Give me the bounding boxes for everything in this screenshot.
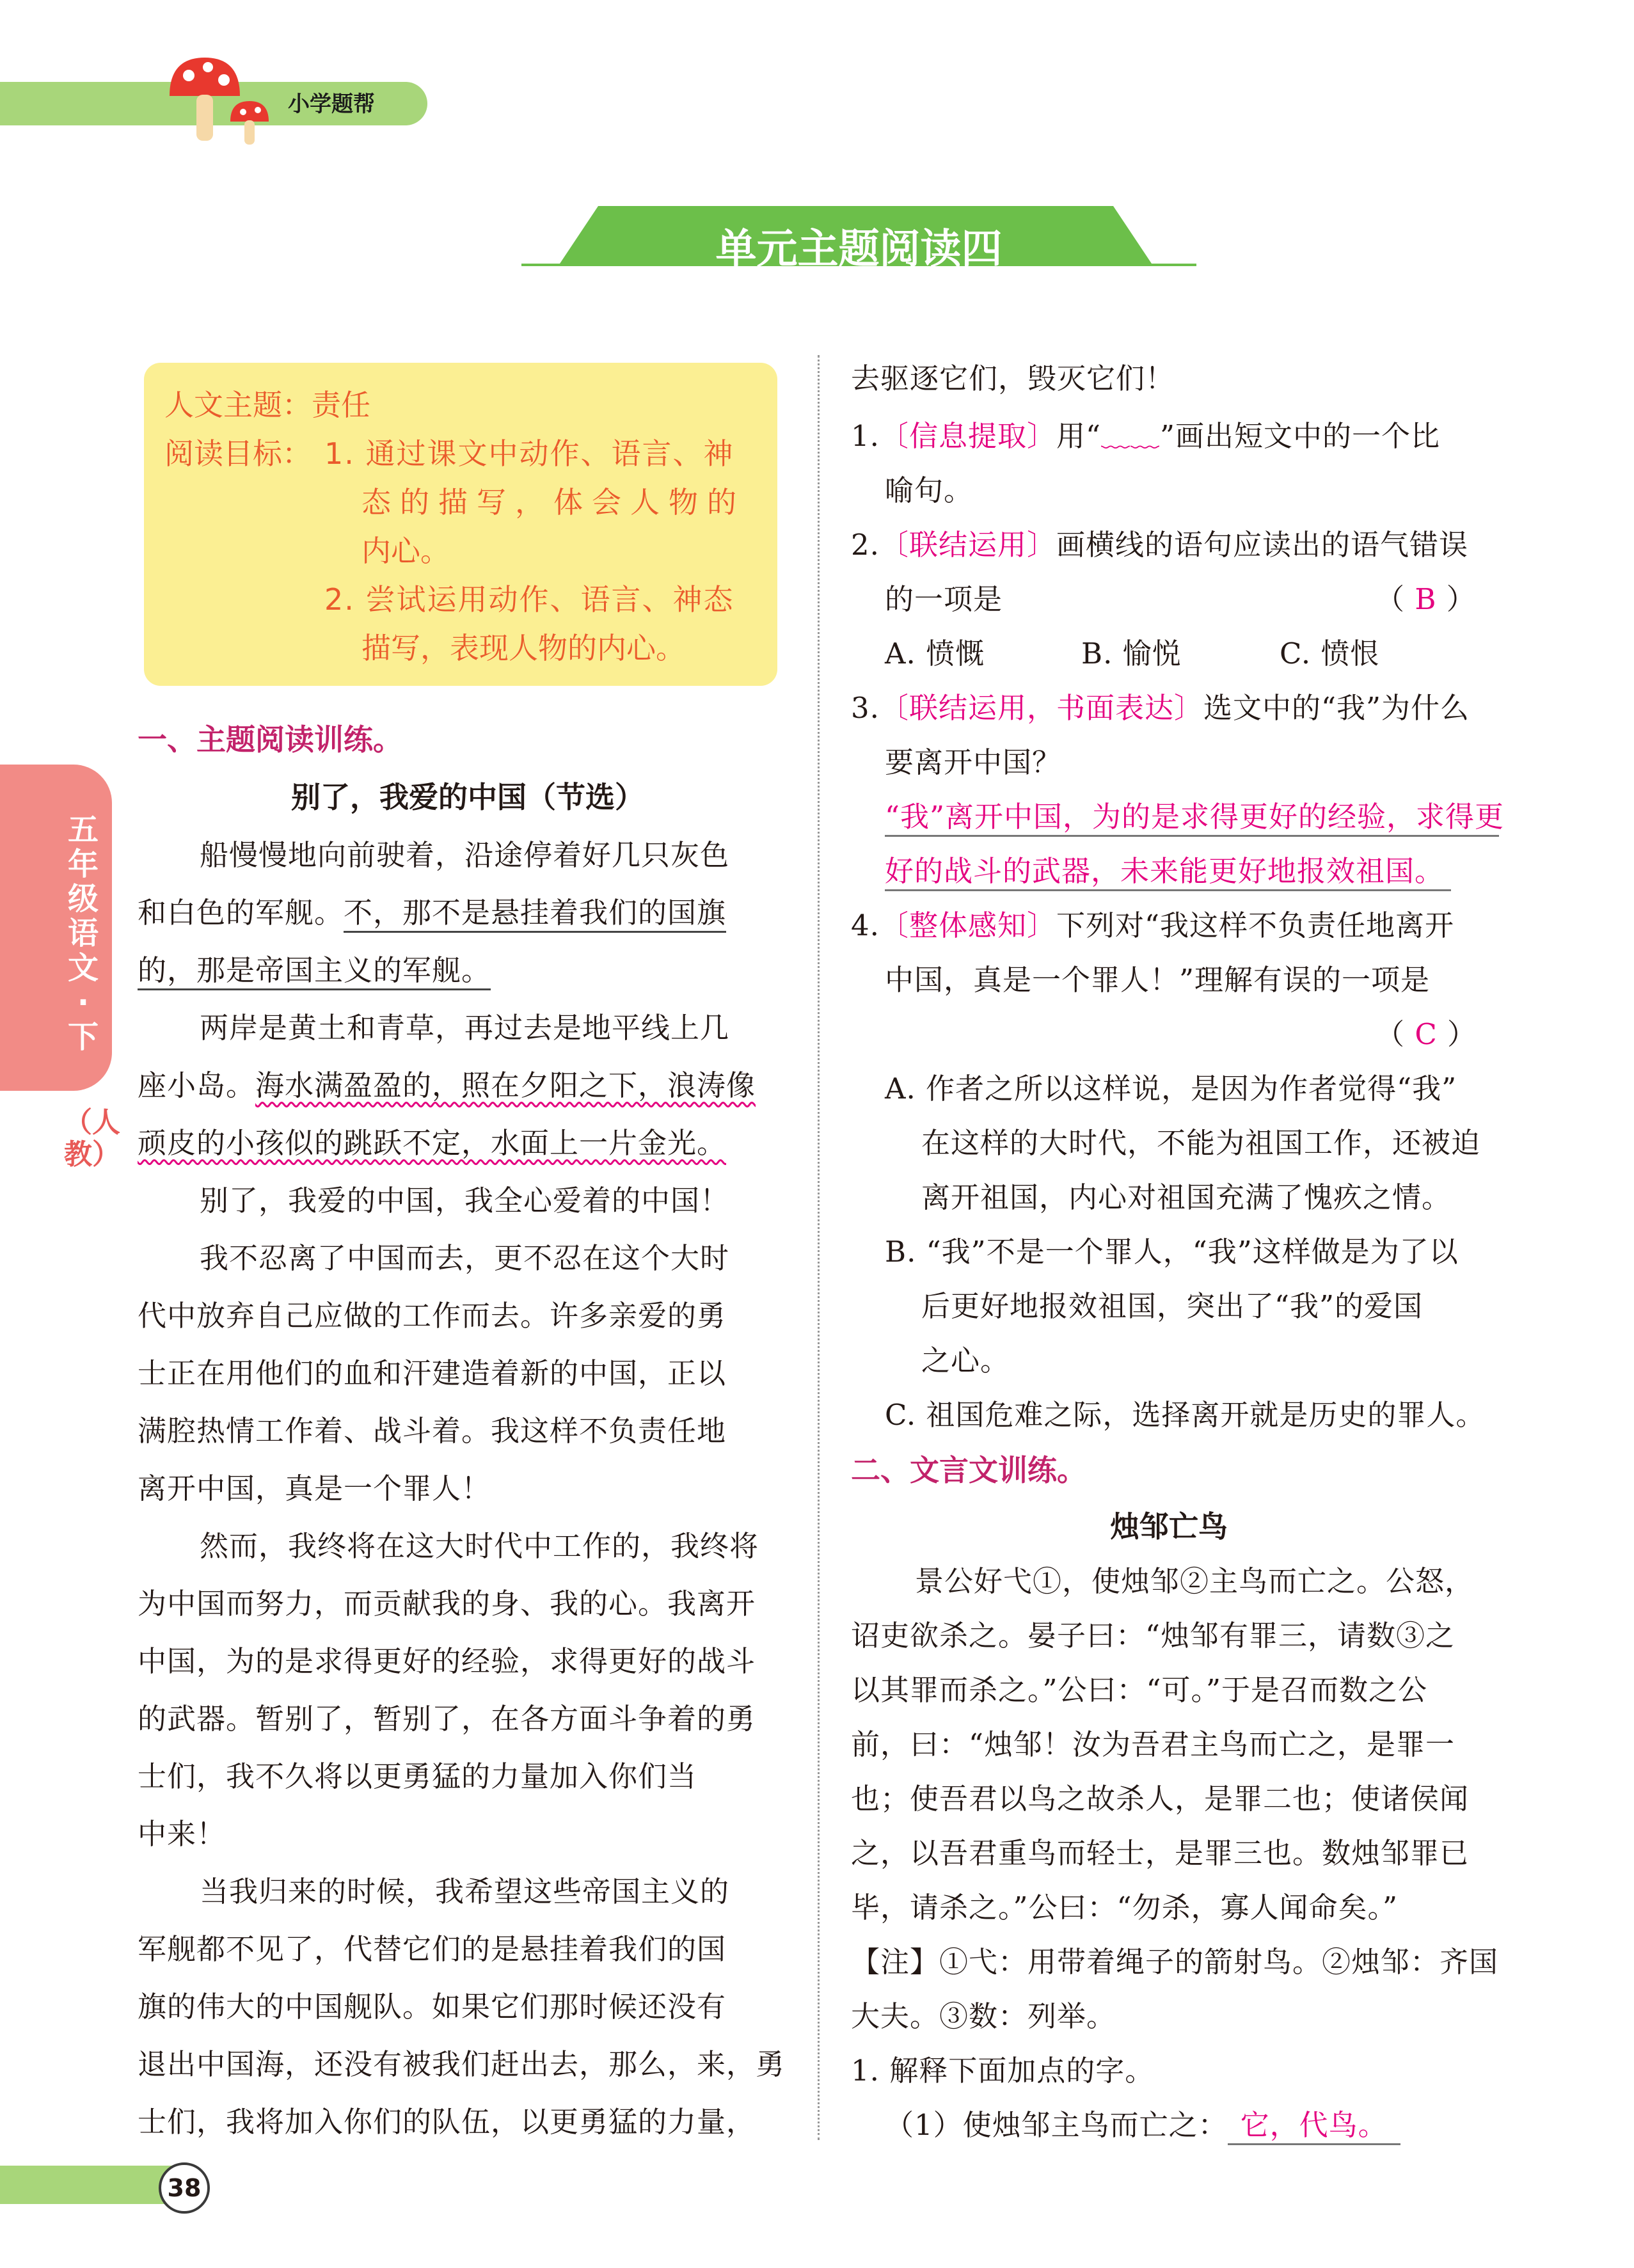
passage-line: 中国，为的是求得更好的经验，求得更好的战斗 (138, 1644, 756, 1678)
option-b-cont: 后更好地报效祖国，突出了“我”的爱国 (921, 1289, 1424, 1323)
passage-line: 旗的伟大的中国舰队。如果它们那时候还没有 (138, 1990, 727, 2024)
passage-line: 别了，我爱的中国，我全心爱着的中国！ (200, 1184, 730, 1217)
question-3-cont: 要离开中国？ (885, 745, 1062, 779)
passage-line: 当我归来的时候，我希望这些帝国主义的 (200, 1875, 730, 1908)
question-4: 4.〔整体感知〕下列对“我这样不负责任地离开 (851, 908, 1454, 942)
option-b: B. 愉悦 (1081, 637, 1182, 670)
passage-line: 士们，我将加入你们的队伍，以更勇猛的力量， (138, 2105, 756, 2139)
target-2-line-1: 2. 尝试运用动作、语言、神态 (324, 582, 734, 617)
target-1-line-3: 内心。 (361, 534, 450, 568)
underlined-sentence-a: 不，那不是悬挂着我们的国旗 (344, 896, 726, 933)
target-1-line-1: 1. 通过课文中动作、语言、神 (324, 436, 734, 471)
classical-answer: 它，代鸟。 (1228, 2108, 1400, 2145)
page-number: 38 (159, 2162, 210, 2214)
passage-line: 士正在用他们的血和汗建造着新的中国，正以 (138, 1356, 727, 1390)
target-1-line-2: 态的描写，体会人物的 (361, 485, 745, 519)
column-divider (818, 355, 820, 2140)
brand-label: 小学题帮 (288, 91, 375, 117)
option-c: C. 祖国危难之际，选择离开就是历史的罪人。 (885, 1398, 1486, 1432)
passage-line: 离开中国，真是一个罪人！ (138, 1471, 491, 1505)
classical-question-1-item: （1）使烛邹主鸟而亡之： 它，代鸟。 (885, 2102, 1400, 2143)
classical-line: 以其罪而杀之。”公曰：“可。”于是召而数之公 (851, 1673, 1428, 1707)
classical-line: 景公好弋①，使烛邹②主鸟而亡之。公怒， (915, 1564, 1475, 1598)
note-line: 大夫。③数：列举。 (851, 1999, 1116, 2033)
mushroom-icon (163, 51, 278, 147)
page-title-banner (521, 205, 1196, 273)
underlined-sentence-b: 的，那是帝国主义的军舰。 (138, 953, 491, 990)
passage-line: 和白色的军舰。不，那不是悬挂着我们的国旗 (138, 889, 726, 931)
grade-label: 五年级语文·下 (67, 812, 99, 1055)
reading-goal-box (144, 363, 777, 686)
passage-line: 座小岛。海水满盈盈的，照在夕阳之下，浪涛像 (138, 1068, 756, 1102)
simile-wavy-b: 顽皮的小孩似的跳跃不定，水面上一片金光。 (138, 1126, 727, 1160)
classical-line: 也；使吾君以鸟之故杀人，是罪二也；使诸侯闻 (851, 1782, 1470, 1816)
question-1: 1.〔信息提取〕用“﹏﹏”画出短文中的一个比 (851, 419, 1440, 453)
edition-label: （人教） (64, 1106, 120, 1171)
target-label: 阅读目标： (164, 436, 312, 471)
question-3: 3.〔联结运用，书面表达〕选文中的“我”为什么 (851, 691, 1470, 725)
note-line: 【注】①弋：用带着绳子的箭射鸟。②烛邹：齐国 (851, 1945, 1499, 1979)
passage-line (138, 1120, 726, 1161)
option-a: A. 作者之所以这样说，是因为作者觉得“我” (885, 1072, 1457, 1106)
classical-line: 之，以吾君重鸟而轻士，是罪三也。数烛邹罪已 (851, 1836, 1470, 1870)
passage-line: 的武器。暂别了，暂别了，在各方面斗争着的勇 (138, 1702, 756, 1736)
passage-1-title: 别了，我爱的中国（节选） (291, 780, 644, 814)
option-b: B. “我”不是一个罪人，“我”这样做是为了以 (885, 1235, 1459, 1269)
question-4-cont: 中国，真是一个罪人！”理解有误的一项是 (885, 963, 1431, 997)
passage-line: 代中放弃自己应做的工作而去。许多亲爱的勇 (138, 1299, 727, 1333)
question-2-cont: 的一项是 (885, 582, 1003, 616)
passage-line: 船慢慢地向前驶着，沿途停着好几只灰色 (200, 838, 730, 872)
passage-line: 然而，我终将在这大时代中工作的，我终将 (200, 1529, 759, 1563)
classical-question-1: 1. 解释下面加点的字。 (851, 2054, 1155, 2088)
question-3-answer-line-1: “我”离开中国，为的是求得更好的经验，求得更 (885, 793, 1499, 837)
passage-line: 去驱逐它们，毁灭它们！ (851, 361, 1175, 395)
section-1-heading: 一、主题阅读训练。 (138, 722, 402, 757)
passage-line: 满腔热情工作着、战斗着。我这样不负责任地 (138, 1414, 727, 1448)
wavy-mark-icon: ﹏﹏ (1100, 419, 1160, 453)
section-2-heading: 二、文言文训练。 (851, 1453, 1086, 1487)
option-c: C. 愤恨 (1280, 637, 1380, 670)
option-a-cont: 在这样的大时代，不能为祖国工作，还被迫 (921, 1126, 1481, 1160)
question-1-cont: 喻句。 (885, 473, 974, 507)
passage-line: 中来！ (138, 1817, 226, 1851)
passage-line (138, 947, 491, 988)
classical-line: 前，曰：“烛邹！汝为吾君主鸟而亡之，是罪一 (851, 1727, 1456, 1761)
classical-line: 毕，请杀之。”公曰：“勿杀，寡人闻命矣。” (851, 1891, 1399, 1924)
passage-line: 退出中国海，还没有被我们赶出去，那么，来，勇 (138, 2047, 786, 2081)
passage-line: 军舰都不见了，代替它们的是悬挂着我们的国 (138, 1932, 727, 1966)
option-b-cont: 之心。 (921, 1344, 1010, 1377)
option-a: A. 愤慨 (885, 637, 985, 670)
question-2: 2.〔联结运用〕画横线的语句应读出的语气错误 (851, 528, 1468, 562)
option-a-cont: 离开祖国，内心对祖国充满了愧疚之情。 (921, 1180, 1452, 1214)
footer-band (0, 2166, 173, 2204)
passage-line: 为中国而努力，而贡献我的身、我的心。我离开 (138, 1587, 756, 1621)
passage-line: 我不忍离了中国而去，更不忍在这个大时 (200, 1241, 730, 1275)
question-4-answer: （ C ） (1376, 1017, 1477, 1051)
theme-line: 人文主题：责任 (164, 388, 370, 422)
page-title: 单元主题阅读四 (715, 226, 1003, 273)
question-2-answer: （ B ） (1376, 582, 1476, 616)
passage-2-title: 烛邹亡鸟 (1110, 1509, 1228, 1544)
simile-wavy-a: 海水满盈盈的，照在夕阳之下，浪涛像 (255, 1068, 756, 1102)
classical-line: 诏吏欲杀之。晏子曰：“烛邹有罪三，请数③之 (851, 1619, 1456, 1653)
target-2-line-2: 描写，表现人物的内心。 (361, 631, 685, 665)
passage-line: 两岸是黄土和青草，再过去是地平线上几 (200, 1011, 730, 1045)
question-3-answer-line-2: 好的战斗的武器，未来能更好地报效祖国。 (885, 848, 1451, 891)
passage-line: 士们，我不久将以更勇猛的力量加入你们当 (138, 1759, 697, 1793)
